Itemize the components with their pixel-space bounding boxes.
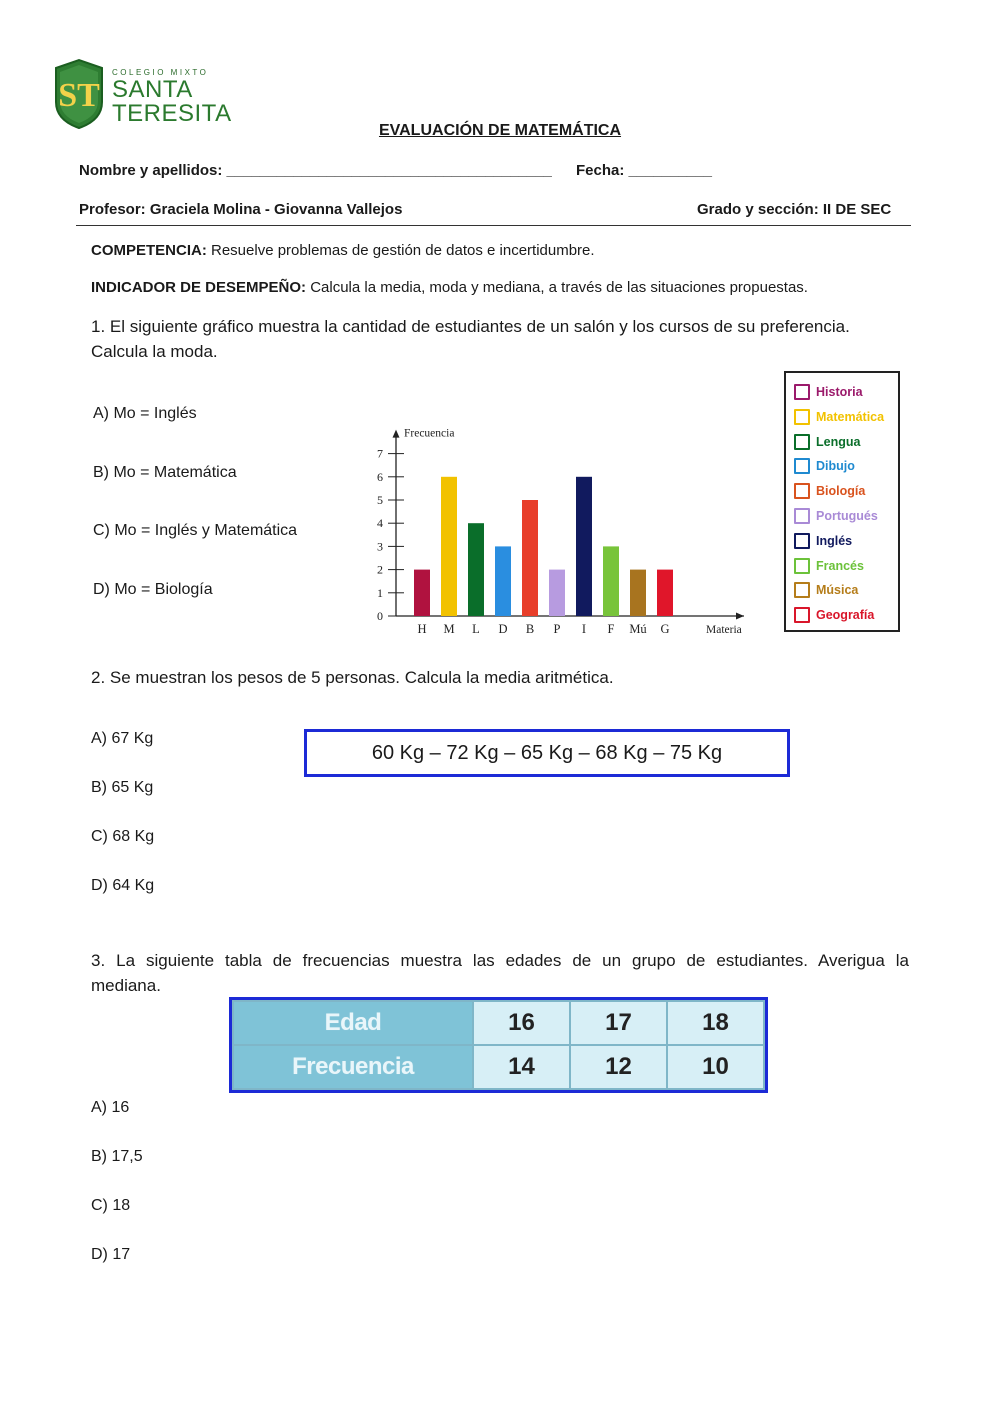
x-tick-label: L xyxy=(472,622,480,636)
legend-item xyxy=(794,456,855,476)
bar-l xyxy=(468,523,484,616)
legend-swatch-icon xyxy=(794,409,810,425)
legend-item xyxy=(794,432,860,452)
logo-monogram: ST xyxy=(58,77,100,114)
y-tick-label: 6 xyxy=(377,469,383,484)
table-cell: 10 xyxy=(667,1045,764,1089)
q1-text-line1: 1. El siguiente gráfico muestra la cantidad de estudiantes de un salón y los cursos de su preferencia. xyxy=(91,317,850,336)
table-header-frecuencia: Frecuencia xyxy=(233,1045,473,1089)
q3-option-d: D) 17 xyxy=(91,1246,131,1263)
q1-option-b: B) Mo = Matemática xyxy=(93,464,237,481)
q3-option-b: B) 17,5 xyxy=(91,1148,143,1165)
bar-m xyxy=(441,477,457,616)
x-tick-label: G xyxy=(660,622,670,636)
legend-label: Lengua xyxy=(816,434,861,449)
date-label: Fecha: xyxy=(576,162,625,179)
q1-text-line2: Calcula la moda. xyxy=(91,342,218,361)
logo-line2: SANTA xyxy=(112,76,193,103)
weights-box: 60 Kg – 72 Kg – 65 Kg – 68 Kg – 75 Kg xyxy=(304,729,790,777)
legend-label: Música xyxy=(816,583,859,598)
y-tick-label: 5 xyxy=(377,493,383,507)
y-axis-label: Frecuencia xyxy=(404,427,455,440)
y-axis-arrow-icon xyxy=(393,430,400,438)
q2-option-d: D) 64 Kg xyxy=(91,877,155,894)
y-tick-label: 1 xyxy=(377,585,383,600)
legend-item xyxy=(794,556,864,576)
table-cell: 12 xyxy=(570,1045,667,1089)
x-tick-label: D xyxy=(498,622,508,636)
competencia xyxy=(91,242,595,259)
legend-item xyxy=(794,605,874,625)
legend-item xyxy=(794,580,858,600)
y-tick-label: 0 xyxy=(377,609,383,623)
x-tick-label: I xyxy=(581,622,587,636)
indicador xyxy=(91,279,808,296)
legend-label: Francés xyxy=(816,558,864,573)
legend-item xyxy=(794,407,884,427)
x-axis-label: Materia xyxy=(706,624,742,636)
legend-item xyxy=(794,531,852,551)
legend-label: Geografía xyxy=(816,608,875,623)
header-divider xyxy=(76,225,911,226)
bar-d xyxy=(495,546,511,616)
table-header-edad: Edad xyxy=(233,1001,473,1045)
legend-swatch-icon xyxy=(794,384,810,400)
legend-swatch-icon xyxy=(794,558,810,574)
q3-text-line1: 3. La siguiente tabla de frecuencias muestra las edades de un grupo de estudiantes. Averigua la xyxy=(91,951,909,970)
legend-label: Matemática xyxy=(816,409,885,424)
x-tick-label: Mú xyxy=(629,622,647,636)
legend-item xyxy=(794,382,863,402)
school-crest-icon xyxy=(50,58,108,130)
subjects-bar-chart xyxy=(360,412,760,637)
logo-line3: TERESITA xyxy=(112,100,232,127)
legend-label: Biología xyxy=(816,484,866,499)
competencia-text: Resuelve problemas de gestión de datos e incertidumbre. xyxy=(206,242,595,259)
logo-line1: COLEGIO MIXTO xyxy=(112,68,209,77)
x-tick-label: M xyxy=(443,622,455,636)
legend-label: Portugués xyxy=(816,509,878,523)
legend-label: Historia xyxy=(816,385,863,399)
bar-f xyxy=(603,546,619,616)
name-line xyxy=(79,162,552,179)
table-cell: 17 xyxy=(570,1001,667,1045)
q1-option-a: A) Mo = Inglés xyxy=(93,405,197,422)
table-cell: 14 xyxy=(473,1045,570,1089)
table-row-edad xyxy=(233,1001,764,1045)
q1-option-c: C) Mo = Inglés y Matemática xyxy=(93,522,298,539)
x-tick-label: P xyxy=(553,622,561,636)
grade-line: Grado y sección: II DE SEC xyxy=(697,201,892,218)
name-blank: _______________________________________ xyxy=(226,162,552,179)
legend-label: Dibujo xyxy=(816,459,855,474)
y-tick-label: 4 xyxy=(377,516,383,531)
legend-item xyxy=(794,481,865,501)
legend-swatch-icon xyxy=(794,483,810,499)
legend-swatch-icon xyxy=(794,508,810,524)
bar-p xyxy=(549,570,565,616)
legend-swatch-icon xyxy=(794,434,810,450)
x-tick-label: F xyxy=(607,622,615,636)
indicador-text: Calcula la media, moda y mediana, a través de las situaciones propuestas. xyxy=(306,279,808,296)
y-tick-label: 2 xyxy=(377,562,383,577)
competencia-label: COMPETENCIA: xyxy=(91,242,207,259)
table-row-frecuencia xyxy=(233,1045,764,1089)
bar-b xyxy=(522,500,538,616)
date-line xyxy=(576,162,712,179)
q3-option-a: A) 16 xyxy=(91,1099,130,1116)
table-cell: 16 xyxy=(473,1001,570,1045)
x-axis-arrow-icon xyxy=(736,613,744,620)
name-label: Nombre y apellidos: xyxy=(79,162,223,179)
bar-h xyxy=(414,570,430,616)
legend-swatch-icon xyxy=(794,458,810,474)
bar-mú xyxy=(630,570,646,616)
y-tick-label: 7 xyxy=(377,446,383,461)
table-cell: 18 xyxy=(667,1001,764,1045)
q1-option-d: D) Mo = Biología xyxy=(93,581,213,598)
x-tick-label: H xyxy=(417,622,427,636)
bar-g xyxy=(657,570,673,616)
y-tick-label: 3 xyxy=(377,539,383,554)
legend-swatch-icon xyxy=(794,607,810,623)
frequency-table xyxy=(229,997,768,1093)
q2-option-a: A) 67 Kg xyxy=(91,730,154,747)
bar-i xyxy=(576,477,592,616)
page-title: EVALUACIÓN DE MATEMÁTICA xyxy=(378,122,622,139)
q3-option-c: C) 18 xyxy=(91,1197,131,1214)
q2-option-c: C) 68 Kg xyxy=(91,828,155,845)
chart-legend xyxy=(784,371,900,632)
q3-text-line2: mediana. xyxy=(91,976,161,995)
q2-option-b: B) 65 Kg xyxy=(91,779,154,796)
legend-label: Inglés xyxy=(816,533,853,548)
legend-swatch-icon xyxy=(794,582,810,598)
teacher-line: Profesor: Graciela Molina - Giovanna Vallejos xyxy=(79,201,403,218)
date-blank: __________ xyxy=(628,162,712,179)
q2-text: 2. Se muestran los pesos de 5 personas. Calcula la media aritmética. xyxy=(91,668,614,687)
legend-item xyxy=(794,506,878,526)
x-tick-label: B xyxy=(525,622,535,636)
indicador-label: INDICADOR DE DESEMPEÑO: xyxy=(91,279,307,296)
legend-swatch-icon xyxy=(794,533,810,549)
